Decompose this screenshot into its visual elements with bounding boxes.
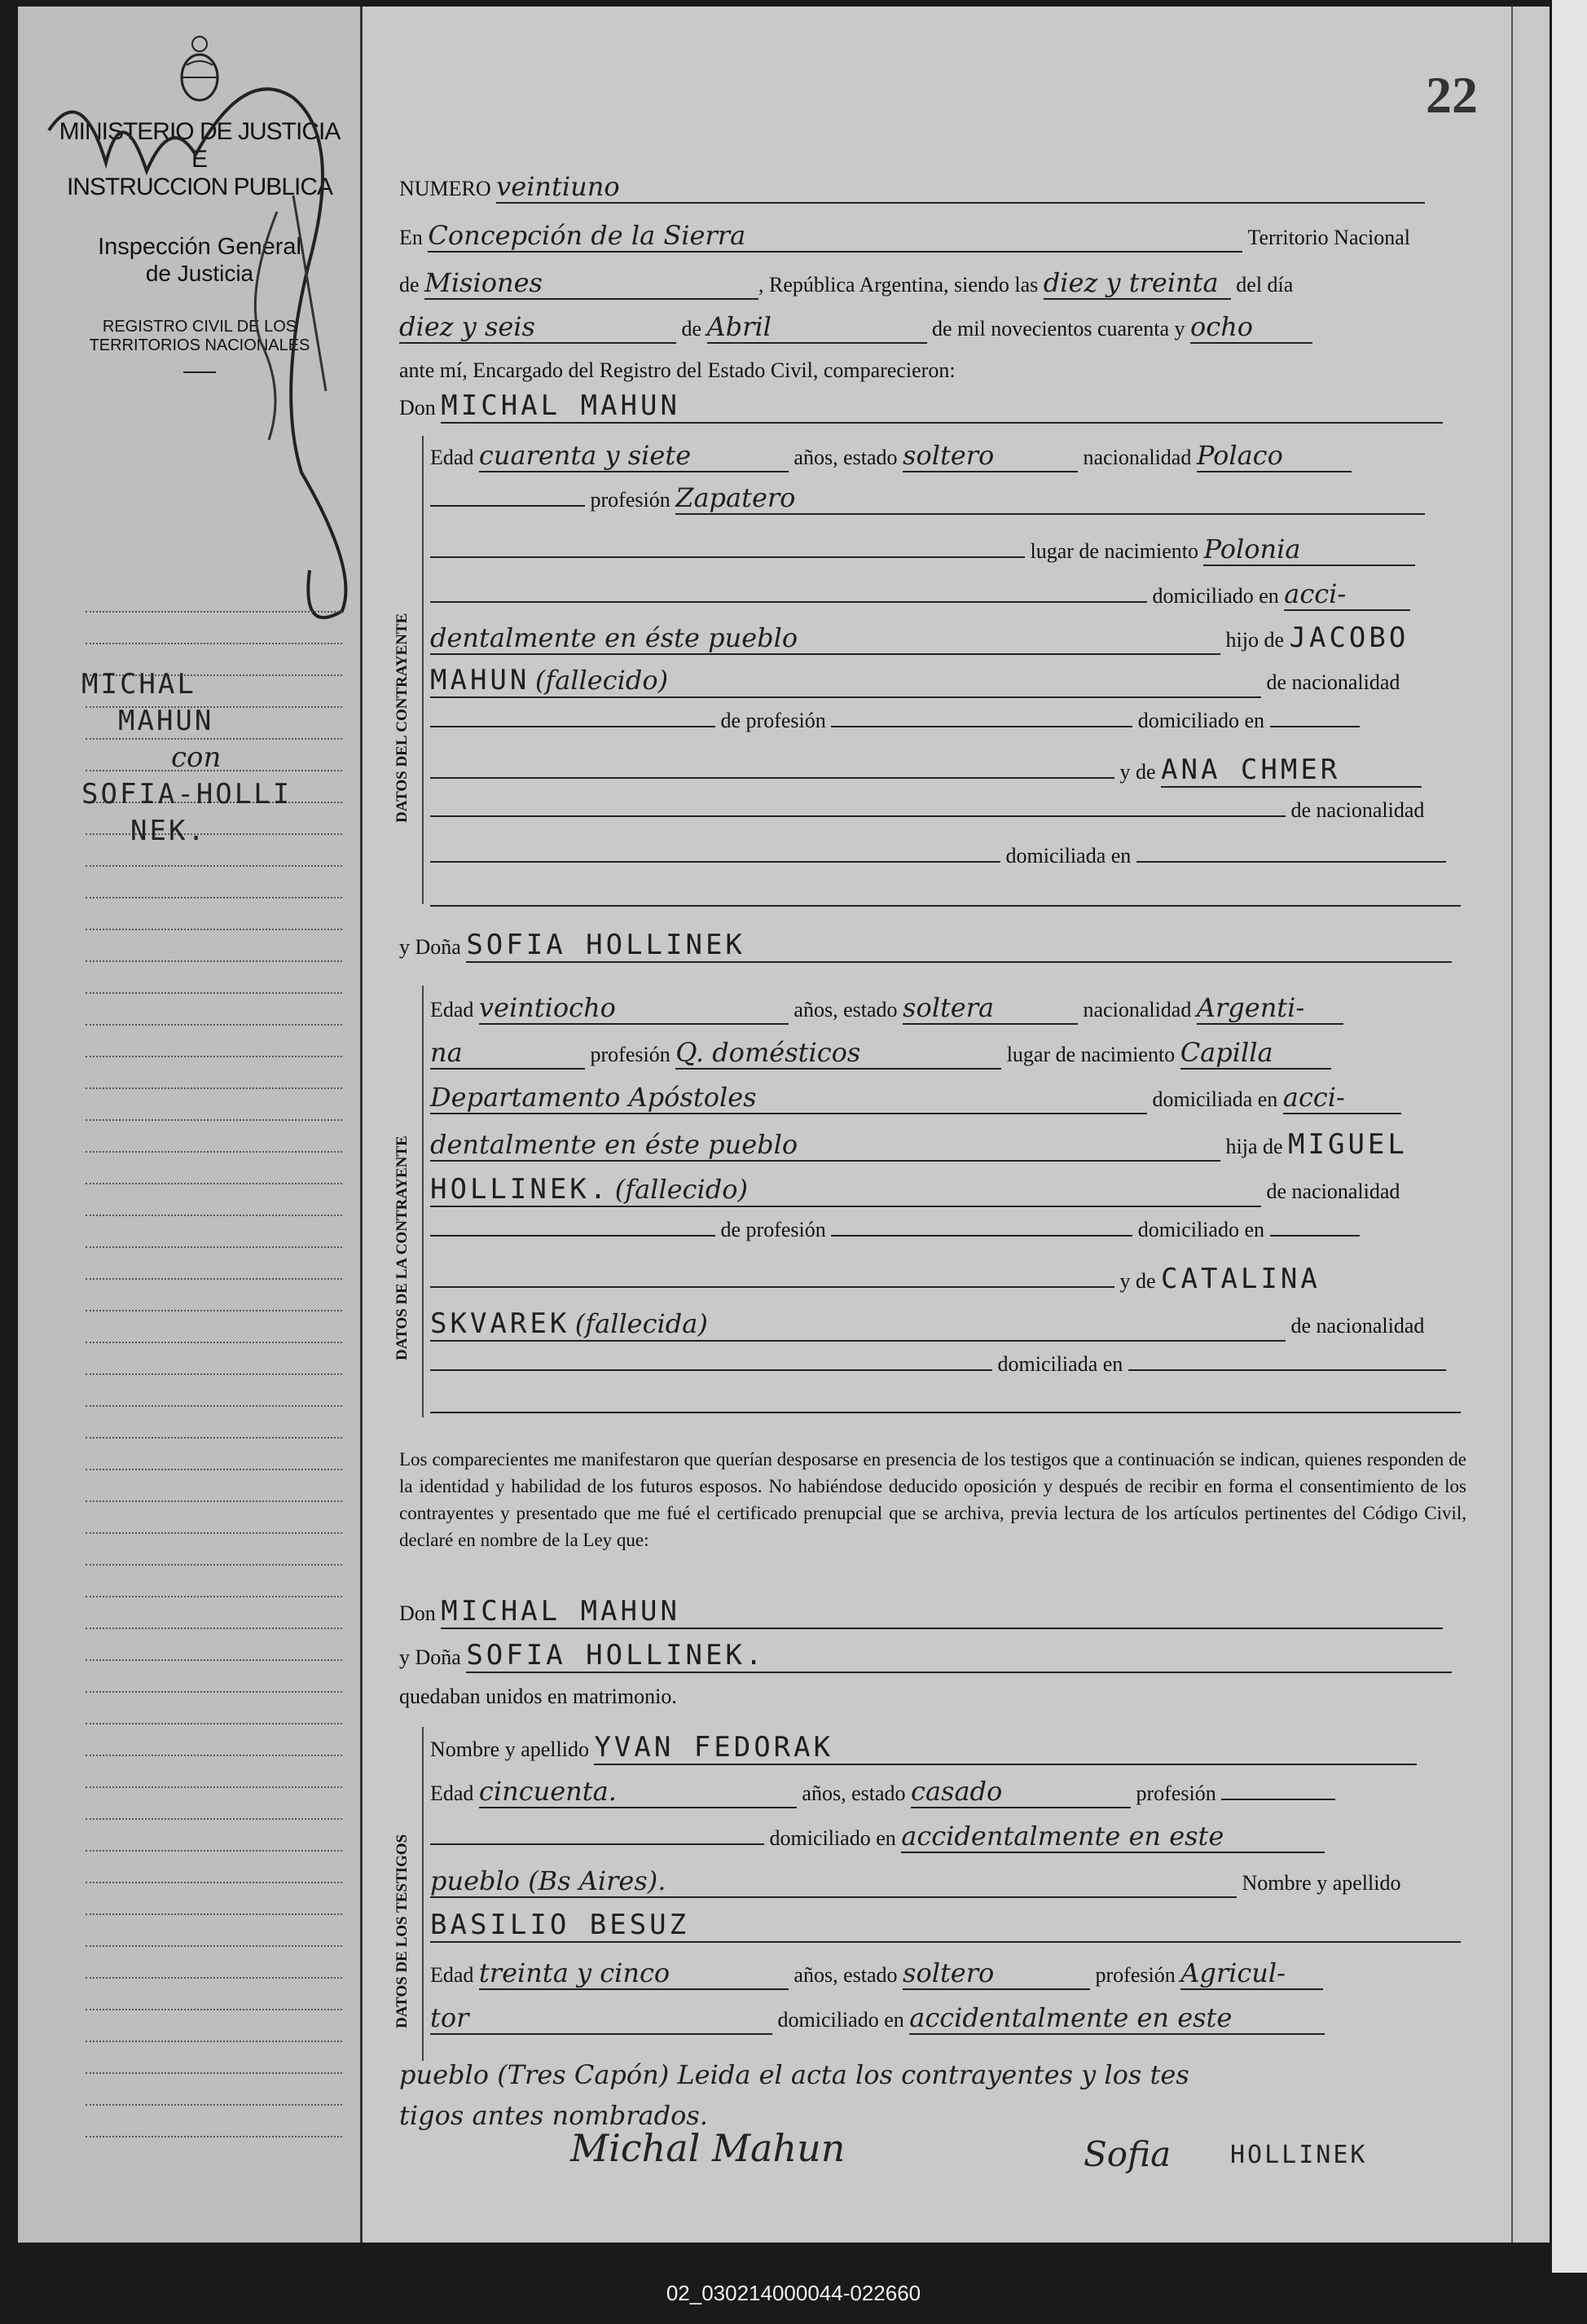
y-de-label-2: y de <box>1119 1269 1156 1293</box>
republica-label: , República Argentina, siendo las <box>758 273 1039 297</box>
row-t2-nombre <box>430 1909 1465 1943</box>
de-nac2-label: de nacionalidad <box>1290 798 1425 822</box>
nombre-label: Nombre y apellido <box>430 1738 589 1761</box>
contrayenta-profesion: Q. domésticos <box>675 1037 861 1068</box>
t2-anios-label: años, estado <box>794 1963 898 1987</box>
edad-label-2: Edad <box>430 998 474 1021</box>
row-t1-dom-b <box>430 1865 1465 1898</box>
testigos-section-label: DATOS DE LOS TESTIGOS <box>393 1834 411 2028</box>
profesion-label-2: profesión <box>590 1043 670 1066</box>
contrayenta-nacionalidad-a: Argenti- <box>1196 992 1305 1023</box>
nacionalidad-label-2: nacionalidad <box>1083 998 1192 1021</box>
inspection-line2: de Justicia <box>145 261 254 286</box>
row-a-madre-nac <box>430 1307 1465 1342</box>
row-don <box>399 389 1466 424</box>
del-dia-label: del día <box>1236 273 1294 297</box>
registry-line2: TERRITORIOS NACIONALES <box>89 336 310 354</box>
numero-value: veintiuno <box>496 171 620 202</box>
contrayenta-nombre: SOFIA HOLLINEK <box>466 929 745 961</box>
margin-line2: MAHUN <box>118 705 214 737</box>
inspection-line1: Inspección General <box>98 234 301 260</box>
contrayente-padre-b: MAHUN <box>430 664 530 696</box>
contrayenta-padre-b: HOLLINEK. <box>430 1173 610 1206</box>
cierre-b: tigos antes nombrados. <box>399 2100 708 2131</box>
lugar-nac-label: lugar de nacimiento <box>1030 539 1198 563</box>
t1-dom-b: pueblo (Bs Aires). <box>430 1865 666 1896</box>
anio-label: de mil novecientos cuarenta y <box>932 317 1185 340</box>
contrayenta-padre-a: MIGUEL <box>1288 1128 1408 1161</box>
signature-bride: Sofia <box>1084 2134 1172 2174</box>
t2-edad-label: Edad <box>430 1963 474 1987</box>
nacionalidad-label: nacionalidad <box>1083 446 1192 469</box>
dia-value: diez y seis <box>399 311 535 342</box>
t2-nombre: BASILIO BESUZ <box>430 1909 690 1941</box>
t-edad-label: Edad <box>430 1781 474 1805</box>
contrayente-padre-a: JACOBO <box>1289 622 1409 654</box>
contrayente-profesion: Zapatero <box>675 482 796 513</box>
contrayenta-edad: veintiocho <box>478 992 616 1023</box>
t1-edad: cincuenta. <box>478 1776 617 1807</box>
anio-value: ocho <box>1190 311 1254 342</box>
row-decl-don <box>399 1595 1466 1629</box>
row-a-domicilio <box>430 1082 1465 1114</box>
de-label: de <box>399 273 420 297</box>
t1-nombre: YVAN FEDORAK <box>594 1731 834 1764</box>
row-cierre-a <box>399 2059 1466 2090</box>
row-c-madre <box>430 753 1465 788</box>
cierre-a: pueblo (Tres Capón) Leida el acta los contrayentes y los tes <box>399 2059 1189 2090</box>
provincia-value: Misiones <box>424 267 543 298</box>
dona-label: y Doña <box>399 935 461 959</box>
row-a-profesion-padre <box>430 1218 1465 1242</box>
row-c-blank <box>430 888 1465 912</box>
de-nac-label-2: de nacionalidad <box>1266 1180 1400 1203</box>
row-c-profesion <box>430 482 1465 515</box>
don-label: Don <box>399 396 436 420</box>
contrayente-nombre: MICHAL MAHUN <box>441 389 680 422</box>
row-t1-domicilio <box>430 1821 1465 1853</box>
t2-edad: treinta y cinco <box>478 1957 670 1988</box>
nombre2-label: Nombre y apellido <box>1242 1871 1401 1895</box>
row-a-madre-dom <box>430 1352 1465 1377</box>
en-label: En <box>399 226 423 249</box>
t2-profesion-label: profesión <box>1095 1963 1176 1987</box>
decl-dona-value: SOFIA HOLLINEK. <box>466 1639 766 1672</box>
page-edge <box>1552 0 1587 2273</box>
t2-estado: soltero <box>903 1957 995 1988</box>
contrayente-domicilio-a: acci- <box>1284 578 1347 609</box>
row-dona <box>399 929 1466 963</box>
contrayenta-domicilio-a: acci- <box>1282 1082 1345 1113</box>
t2-domiciliado-label: domiciliado en <box>777 2008 904 2032</box>
contrayenta-section-label: DATOS DE LA CONTRAYENTE <box>393 1136 411 1360</box>
contrayente-section-label: DATOS DEL CONTRAYENTE <box>393 613 411 823</box>
de-prof-label-2: de profesión <box>720 1218 826 1241</box>
mes-value: Abril <box>706 311 772 342</box>
contrayente-padre-nota: (fallecido) <box>534 665 669 696</box>
de-nac-label: de nacionalidad <box>1266 670 1400 694</box>
contrayenta-madre-a: CATALINA <box>1161 1263 1321 1295</box>
t2-prof-b: tor <box>430 2002 469 2033</box>
numero-label: NUMERO <box>399 177 491 200</box>
domiciliada-label-2: domiciliada en <box>1152 1087 1278 1111</box>
row-lugar <box>399 220 1466 253</box>
decl-don-value: MICHAL MAHUN <box>441 1595 680 1628</box>
domiciliado-label: domiciliado en <box>1152 584 1279 608</box>
row-c-padre <box>430 664 1465 698</box>
row-c-madre-nac <box>430 798 1465 823</box>
t-anios-label: años, estado <box>802 1781 906 1805</box>
anios-label: años, estado <box>794 446 898 469</box>
declaration-text: Los comparecientes me manifestaron que querían desposarse en presencia de los testigos que a continuación se indican, quienes responden de la identidad y habilidad de los futuros esposos. No habiéndose deducido oposición y después de recibir en forma el consentimiento de los contrayentes y presentado que me fué el certificado prenupcial que se archiva, previa lectura de los artículos pertinentes del Código Civil, declaré en nombre de la Ley que: <box>399 1449 1466 1550</box>
contrayente-brace <box>422 436 424 904</box>
contrayente-edad: cuarenta y siete <box>478 440 692 471</box>
row-t2-domicilio <box>430 2002 1465 2035</box>
territorio-label: Territorio Nacional <box>1247 226 1411 249</box>
unidos-text: quedaban unidos en matrimonio. <box>399 1685 677 1708</box>
margin-line1: MICHAL <box>81 668 196 701</box>
row-t2-edad <box>430 1957 1465 1990</box>
t2-dom-a: accidentalmente en este <box>909 2002 1233 2033</box>
row-fecha <box>399 311 1466 344</box>
lugar-nac-label-2: lugar de nacimiento <box>1006 1043 1176 1066</box>
t-profesion-label: profesión <box>1136 1781 1216 1805</box>
ante-label: ante mí, Encargado del Registro del Estado Civil, comparecieron: <box>399 358 956 382</box>
row-c-edad <box>430 440 1465 472</box>
lugar-value: Concepción de la Sierra <box>428 220 746 251</box>
row-t1-edad <box>430 1776 1465 1808</box>
row-c-nacimiento <box>430 534 1465 566</box>
contrayenta-padre-nota: (fallecido) <box>614 1174 748 1205</box>
de-nac2-label-2: de nacionalidad <box>1290 1314 1425 1338</box>
contrayente-domicilio-b: dentalmente en éste pueblo <box>430 622 798 653</box>
margin-line3: con <box>171 741 222 774</box>
decl-don-label: Don <box>399 1601 436 1625</box>
t1-dom-a: accidentalmente en este <box>901 1821 1224 1852</box>
row-decl-dona <box>399 1639 1466 1673</box>
contrayenta-madre-b: SKVAREK <box>430 1307 570 1340</box>
t1-estado: casado <box>911 1776 1003 1807</box>
row-t1-nombre <box>430 1731 1465 1765</box>
signature-bride-surname: HOLLINEK <box>1230 2141 1368 2169</box>
edad-label: Edad <box>430 446 474 469</box>
profesion-label: profesión <box>590 488 670 512</box>
row-c-madre-dom <box>430 844 1465 868</box>
contrayenta-lugar-nac-b: Departamento Apóstoles <box>430 1082 757 1113</box>
y-de-label: y de <box>1119 760 1156 784</box>
row-a-hija <box>430 1128 1465 1162</box>
margin-line5: NEK. <box>130 815 207 847</box>
contrayenta-madre-nota: (fallecida) <box>574 1308 708 1339</box>
anios-label-2: años, estado <box>794 998 898 1021</box>
right-rule <box>1511 7 1513 2243</box>
contrayente-madre: ANA CHMER <box>1161 753 1341 786</box>
row-a-padre <box>430 1173 1465 1207</box>
row-cierre-b <box>399 2100 1466 2131</box>
contrayenta-lugar-nac-a: Capilla <box>1180 1037 1273 1068</box>
row-a-blank <box>430 1395 1465 1419</box>
contrayenta-brace <box>422 986 424 1417</box>
row-c-hijo <box>430 622 1465 655</box>
official-signature <box>33 49 383 619</box>
contrayenta-nacionalidad-b: na <box>430 1037 463 1068</box>
signature-groom: Michal Mahun <box>570 2126 846 2170</box>
domiciliada2-label: domiciliada en <box>997 1352 1123 1376</box>
ministry-line2: E <box>191 146 208 173</box>
de-prof-label: de profesión <box>720 709 826 732</box>
hija-label: hija de <box>1225 1135 1283 1158</box>
ministry-line1: MINISTERIO DE JUSTICIA <box>59 118 341 145</box>
row-provincia <box>399 267 1466 300</box>
domiciliada-label: domiciliada en <box>1005 844 1132 868</box>
decl-dona-label: y Doña <box>399 1645 461 1669</box>
row-numero <box>399 171 1466 204</box>
contrayente-estado: soltero <box>903 440 995 471</box>
registry-line1: REGISTRO CIVIL DE LOS <box>102 318 297 336</box>
contrayenta-domicilio-b: dentalmente en éste pueblo <box>430 1129 798 1160</box>
t-domiciliado-label: domiciliado en <box>769 1826 896 1850</box>
dom-en-label: domiciliado en <box>1137 709 1264 732</box>
page-number: 22 <box>1426 66 1478 124</box>
row-c-profesion-padre <box>430 709 1465 733</box>
margin-annotation <box>81 668 342 851</box>
de-mes-label: de <box>681 317 702 340</box>
contrayente-lugar-nac: Polonia <box>1203 534 1301 565</box>
hora-value: diez y treinta <box>1043 267 1219 298</box>
testigos-brace <box>422 1727 424 2061</box>
row-c-domicilio <box>430 578 1465 611</box>
hijo-label: hijo de <box>1225 628 1284 652</box>
row-a-madre <box>430 1263 1465 1295</box>
row-a-edad <box>430 992 1465 1025</box>
dom-en-label-2: domiciliado en <box>1137 1218 1264 1241</box>
image-id-caption: 02_030214000044-022660 <box>666 2281 921 2305</box>
row-a-profesion <box>430 1037 1465 1070</box>
t2-prof-a: Agricul- <box>1180 1957 1286 1988</box>
ministry-line3: INSTRUCCION PUBLICA <box>66 174 333 200</box>
contrayenta-estado: soltera <box>903 992 995 1023</box>
margin-line4: SOFIA-HOLLI <box>81 778 292 811</box>
contrayente-nacionalidad: Polaco <box>1196 440 1283 471</box>
